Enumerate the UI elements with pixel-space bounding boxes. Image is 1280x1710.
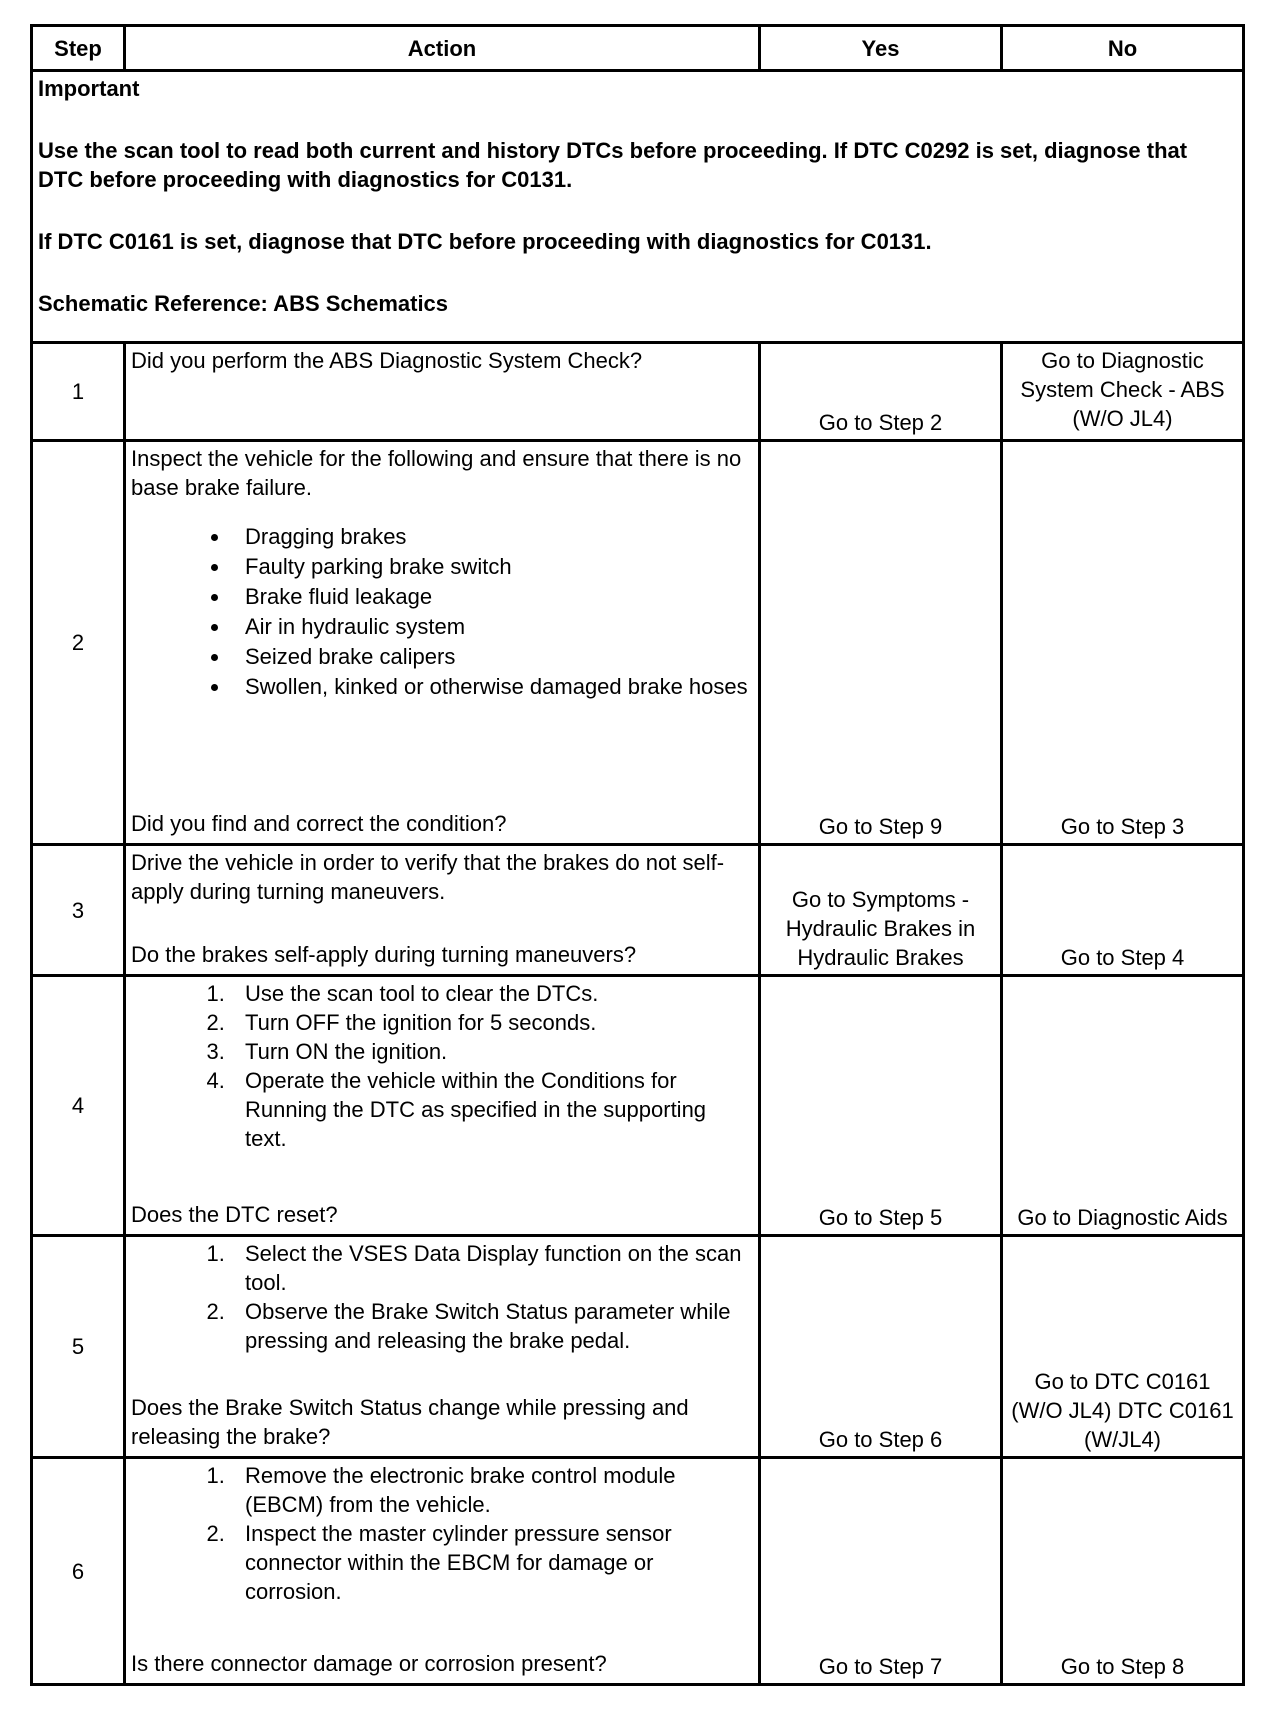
important-note [32, 71, 1244, 343]
numbered-list [131, 979, 753, 1153]
numbered-list [131, 1461, 753, 1606]
important-title: Important [38, 76, 140, 101]
bullet-list [131, 522, 753, 701]
step-number: 3 [32, 845, 125, 976]
action-text: Drive the vehicle in order to verify that the brakes do not self-apply during turning maneuvers. [131, 850, 725, 904]
step-number: 4 [32, 976, 125, 1236]
list-item: • Faulty parking brake switch [231, 552, 753, 581]
table-row [32, 1236, 1244, 1458]
step-number: 2 [32, 441, 125, 845]
list-item: 2. Observe the Brake Switch Status parameter while pressing and releasing the brake pedal. [231, 1297, 753, 1355]
step-number: 6 [32, 1458, 125, 1685]
yes-cell: Go to Step 7 [760, 1458, 1002, 1685]
list-item: • Dragging brakes [231, 522, 753, 551]
yes-cell: Go to Step 6 [760, 1236, 1002, 1458]
header-yes: Yes [760, 26, 1002, 71]
header-step: Step [32, 26, 125, 71]
table-row [32, 441, 1244, 845]
table-row [32, 343, 1244, 441]
table-row [32, 845, 1244, 976]
question-text: Does the Brake Switch Status change while pressing and releasing the brake? [131, 1395, 689, 1449]
yes-cell: Go to Symptoms - Hydraulic Brakes in Hydraulic Brakes [760, 845, 1002, 976]
question-text: Is there connector damage or corrosion present? [131, 1651, 607, 1676]
header-no: No [1002, 26, 1244, 71]
important-p1: Use the scan tool to read both current and history DTCs before proceeding. If DTC C0292 is set, diagnose that DTC before proceeding with diagnostics for C0131. [38, 138, 1188, 192]
table-row [32, 976, 1244, 1236]
diagnostic-table [30, 24, 1245, 1686]
question-text: Does the DTC reset? [131, 1202, 338, 1227]
table-row [32, 1458, 1244, 1685]
question-text: Do the brakes self-apply during turning maneuvers? [131, 942, 637, 967]
list-item: 1. Use the scan tool to clear the DTCs. [231, 979, 753, 1008]
action-text: Did you perform the ABS Diagnostic System Check? [131, 348, 643, 373]
list-item: • Air in hydraulic system [231, 612, 753, 641]
numbered-list [131, 1239, 753, 1355]
important-p2: If DTC C0161 is set, diagnose that DTC before proceeding with diagnostics for C0131. [38, 229, 932, 254]
yes-cell: Go to Step 9 [760, 441, 1002, 845]
header-action: Action [125, 26, 760, 71]
no-cell: Go to Step 8 [1002, 1458, 1244, 1685]
no-cell: Go to DTC C0161 (W/O JL4) DTC C0161 (W/JL4) [1002, 1236, 1244, 1458]
step-number: 5 [32, 1236, 125, 1458]
list-item: 1. Select the VSES Data Display function on the scan tool. [231, 1239, 753, 1297]
list-item: 2. Inspect the master cylinder pressure sensor connector within the EBCM for damage or corrosion. [231, 1519, 753, 1606]
list-item: • Swollen, kinked or otherwise damaged brake hoses [231, 672, 753, 701]
no-cell: Go to Step 3 [1002, 441, 1244, 845]
header-row [32, 26, 1244, 71]
step-number: 1 [32, 343, 125, 441]
yes-cell: Go to Step 5 [760, 976, 1002, 1236]
important-row [32, 71, 1244, 343]
yes-cell: Go to Step 2 [760, 343, 1002, 441]
list-item: • Brake fluid leakage [231, 582, 753, 611]
schematic-reference: Schematic Reference: ABS Schematics [38, 291, 449, 316]
list-item: • Seized brake calipers [231, 642, 753, 671]
question-text: Did you find and correct the condition? [131, 811, 507, 836]
list-item: 2. Turn OFF the ignition for 5 seconds. [231, 1008, 753, 1037]
no-cell: Go to Diagnostic Aids [1002, 976, 1244, 1236]
action-text: Inspect the vehicle for the following and ensure that there is no base brake failure. [131, 446, 742, 500]
no-cell: Go to Diagnostic System Check - ABS (W/O JL4) [1002, 343, 1244, 441]
list-item: 1. Remove the electronic brake control module (EBCM) from the vehicle. [231, 1461, 753, 1519]
no-cell: Go to Step 4 [1002, 845, 1244, 976]
list-item: 4. Operate the vehicle within the Conditions for Running the DTC as specified in the supporting text. [231, 1066, 753, 1153]
list-item: 3. Turn ON the ignition. [231, 1037, 753, 1066]
